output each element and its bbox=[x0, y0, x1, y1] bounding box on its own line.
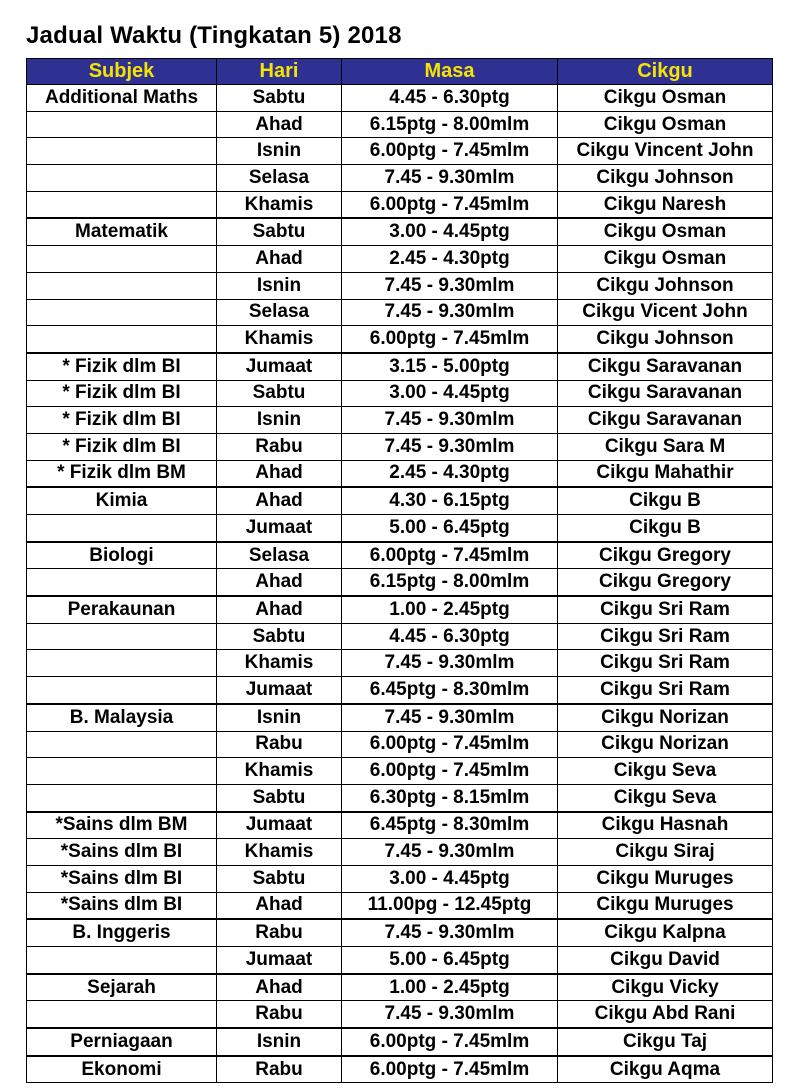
day-cell: Sabtu bbox=[217, 784, 342, 811]
time-cell: 6.00ptg - 7.45mlm bbox=[342, 1028, 558, 1056]
table-row bbox=[27, 1028, 773, 1056]
time-cell: 7.45 - 9.30mlm bbox=[342, 299, 558, 326]
table-row bbox=[27, 704, 773, 731]
table-row bbox=[27, 974, 773, 1001]
teacher-cell: Cikgu Vicky bbox=[558, 974, 773, 1001]
teacher-cell: Cikgu Sri Ram bbox=[558, 677, 773, 704]
teacher-cell: Cikgu Norizan bbox=[558, 704, 773, 731]
subject-cell bbox=[27, 326, 217, 353]
time-cell: 7.45 - 9.30mlm bbox=[342, 433, 558, 460]
timetable-body bbox=[27, 85, 773, 1083]
time-cell: 6.00ptg - 7.45mlm bbox=[342, 758, 558, 785]
teacher-cell: Cikgu Norizan bbox=[558, 731, 773, 758]
time-cell: 6.15ptg - 8.00mlm bbox=[342, 111, 558, 138]
table-row bbox=[27, 812, 773, 839]
subject-cell: Kimia bbox=[27, 487, 217, 514]
teacher-cell: Cikgu Saravanan bbox=[558, 380, 773, 407]
time-cell: 7.45 - 9.30mlm bbox=[342, 272, 558, 299]
teacher-cell: Cikgu Vicent John bbox=[558, 299, 773, 326]
subject-cell bbox=[27, 191, 217, 218]
subject-cell: B. Malaysia bbox=[27, 704, 217, 731]
subject-cell: *Sains dlm BI bbox=[27, 892, 217, 919]
table-row bbox=[27, 138, 773, 165]
time-cell: 2.45 - 4.30ptg bbox=[342, 246, 558, 273]
day-cell: Ahad bbox=[217, 569, 342, 596]
time-cell: 3.00 - 4.45ptg bbox=[342, 218, 558, 245]
teacher-cell: Cikgu Saravanan bbox=[558, 353, 773, 380]
day-cell: Jumaat bbox=[217, 812, 342, 839]
time-cell: 7.45 - 9.30mlm bbox=[342, 704, 558, 731]
day-cell: Rabu bbox=[217, 1001, 342, 1028]
subject-cell bbox=[27, 731, 217, 758]
table-row bbox=[27, 542, 773, 569]
teacher-cell: Cikgu Seva bbox=[558, 784, 773, 811]
time-cell: 6.00ptg - 7.45mlm bbox=[342, 1056, 558, 1083]
subject-cell bbox=[27, 111, 217, 138]
day-cell: Ahad bbox=[217, 596, 342, 623]
day-cell: Sabtu bbox=[217, 85, 342, 112]
subject-cell: * Fizik dlm BI bbox=[27, 353, 217, 380]
day-cell: Sabtu bbox=[217, 623, 342, 650]
teacher-cell: Cikgu Sri Ram bbox=[558, 623, 773, 650]
time-cell: 6.45ptg - 8.30mlm bbox=[342, 677, 558, 704]
table-row bbox=[27, 85, 773, 112]
table-row bbox=[27, 731, 773, 758]
teacher-cell: Cikgu Mahathir bbox=[558, 460, 773, 487]
subject-cell: * Fizik dlm BI bbox=[27, 433, 217, 460]
timetable bbox=[26, 58, 773, 1083]
table-row bbox=[27, 272, 773, 299]
table-row bbox=[27, 191, 773, 218]
teacher-cell: Cikgu Gregory bbox=[558, 569, 773, 596]
subject-cell: Additional Maths bbox=[27, 85, 217, 112]
table-row bbox=[27, 865, 773, 892]
time-cell: 6.00ptg - 7.45mlm bbox=[342, 542, 558, 569]
day-cell: Jumaat bbox=[217, 947, 342, 974]
day-cell: Rabu bbox=[217, 1056, 342, 1083]
teacher-cell: Cikgu Johnson bbox=[558, 165, 773, 192]
time-cell: 3.00 - 4.45ptg bbox=[342, 865, 558, 892]
subject-cell: *Sains dlm BM bbox=[27, 812, 217, 839]
teacher-cell: Cikgu Sara M bbox=[558, 433, 773, 460]
subject-cell bbox=[27, 515, 217, 542]
teacher-cell: Cikgu Osman bbox=[558, 85, 773, 112]
table-row bbox=[27, 380, 773, 407]
teacher-cell: Cikgu Muruges bbox=[558, 892, 773, 919]
table-row bbox=[27, 919, 773, 946]
time-cell: 6.45ptg - 8.30mlm bbox=[342, 812, 558, 839]
column-header-hari: Hari bbox=[217, 59, 342, 85]
table-row bbox=[27, 165, 773, 192]
subject-cell: * Fizik dlm BM bbox=[27, 460, 217, 487]
day-cell: Ahad bbox=[217, 487, 342, 514]
time-cell: 4.30 - 6.15ptg bbox=[342, 487, 558, 514]
table-row bbox=[27, 758, 773, 785]
table-row bbox=[27, 623, 773, 650]
subject-cell: *Sains dlm BI bbox=[27, 839, 217, 866]
column-header-subjek: Subjek bbox=[27, 59, 217, 85]
table-row bbox=[27, 596, 773, 623]
day-cell: Selasa bbox=[217, 299, 342, 326]
subject-cell bbox=[27, 623, 217, 650]
table-row bbox=[27, 111, 773, 138]
teacher-cell: Cikgu Saravanan bbox=[558, 407, 773, 434]
time-cell: 7.45 - 9.30mlm bbox=[342, 407, 558, 434]
table-row bbox=[27, 353, 773, 380]
teacher-cell: Cikgu Hasnah bbox=[558, 812, 773, 839]
column-header-cikgu: Cikgu bbox=[558, 59, 773, 85]
table-row bbox=[27, 947, 773, 974]
time-cell: 6.30ptg - 8.15mlm bbox=[342, 784, 558, 811]
time-cell: 5.00 - 6.45ptg bbox=[342, 947, 558, 974]
day-cell: Ahad bbox=[217, 111, 342, 138]
time-cell: 4.45 - 6.30ptg bbox=[342, 85, 558, 112]
table-row bbox=[27, 650, 773, 677]
teacher-cell: Cikgu Vincent John bbox=[558, 138, 773, 165]
teacher-cell: Cikgu Gregory bbox=[558, 542, 773, 569]
time-cell: 11.00pg - 12.45ptg bbox=[342, 892, 558, 919]
day-cell: Rabu bbox=[217, 433, 342, 460]
subject-cell bbox=[27, 758, 217, 785]
subject-cell: Perakaunan bbox=[27, 596, 217, 623]
time-cell: 5.00 - 6.45ptg bbox=[342, 515, 558, 542]
teacher-cell: Cikgu Sri Ram bbox=[558, 650, 773, 677]
time-cell: 7.45 - 9.30mlm bbox=[342, 165, 558, 192]
day-cell: Khamis bbox=[217, 839, 342, 866]
time-cell: 6.00ptg - 7.45mlm bbox=[342, 191, 558, 218]
teacher-cell: Cikgu Johnson bbox=[558, 272, 773, 299]
table-row bbox=[27, 569, 773, 596]
subject-cell bbox=[27, 138, 217, 165]
teacher-cell: Cikgu David bbox=[558, 947, 773, 974]
time-cell: 7.45 - 9.30mlm bbox=[342, 1001, 558, 1028]
time-cell: 6.00ptg - 7.45mlm bbox=[342, 138, 558, 165]
table-row bbox=[27, 784, 773, 811]
table-row bbox=[27, 487, 773, 514]
table-row bbox=[27, 1001, 773, 1028]
teacher-cell: Cikgu Sri Ram bbox=[558, 596, 773, 623]
teacher-cell: Cikgu Muruges bbox=[558, 865, 773, 892]
timetable-header bbox=[27, 59, 773, 85]
day-cell: Jumaat bbox=[217, 677, 342, 704]
time-cell: 7.45 - 9.30mlm bbox=[342, 650, 558, 677]
table-row bbox=[27, 218, 773, 245]
day-cell: Sabtu bbox=[217, 865, 342, 892]
day-cell: Isnin bbox=[217, 272, 342, 299]
table-row bbox=[27, 515, 773, 542]
teacher-cell: Cikgu B bbox=[558, 487, 773, 514]
table-row bbox=[27, 839, 773, 866]
day-cell: Khamis bbox=[217, 650, 342, 677]
subject-cell: *Sains dlm BI bbox=[27, 865, 217, 892]
subject-cell bbox=[27, 947, 217, 974]
day-cell: Selasa bbox=[217, 165, 342, 192]
teacher-cell: Cikgu Seva bbox=[558, 758, 773, 785]
time-cell: 6.00ptg - 7.45mlm bbox=[342, 326, 558, 353]
table-row bbox=[27, 326, 773, 353]
time-cell: 3.00 - 4.45ptg bbox=[342, 380, 558, 407]
time-cell: 3.15 - 5.00ptg bbox=[342, 353, 558, 380]
subject-cell: * Fizik dlm BI bbox=[27, 380, 217, 407]
table-row bbox=[27, 433, 773, 460]
day-cell: Khamis bbox=[217, 758, 342, 785]
subject-cell bbox=[27, 784, 217, 811]
subject-cell bbox=[27, 1001, 217, 1028]
teacher-cell: Cikgu B bbox=[558, 515, 773, 542]
time-cell: 6.00ptg - 7.45mlm bbox=[342, 731, 558, 758]
subject-cell: B. Inggeris bbox=[27, 919, 217, 946]
subject-cell bbox=[27, 272, 217, 299]
day-cell: Isnin bbox=[217, 1028, 342, 1056]
time-cell: 7.45 - 9.30mlm bbox=[342, 839, 558, 866]
teacher-cell: Cikgu Taj bbox=[558, 1028, 773, 1056]
teacher-cell: Cikgu Abd Rani bbox=[558, 1001, 773, 1028]
time-cell: 6.15ptg - 8.00mlm bbox=[342, 569, 558, 596]
subject-cell bbox=[27, 650, 217, 677]
day-cell: Ahad bbox=[217, 460, 342, 487]
teacher-cell: Cikgu Osman bbox=[558, 218, 773, 245]
table-row bbox=[27, 407, 773, 434]
subject-cell: Sejarah bbox=[27, 974, 217, 1001]
teacher-cell: Cikgu Aqma bbox=[558, 1056, 773, 1083]
time-cell: 2.45 - 4.30ptg bbox=[342, 460, 558, 487]
table-row bbox=[27, 246, 773, 273]
subject-cell: * Fizik dlm BI bbox=[27, 407, 217, 434]
table-row bbox=[27, 299, 773, 326]
table-row bbox=[27, 892, 773, 919]
header-row bbox=[27, 59, 773, 85]
day-cell: Ahad bbox=[217, 892, 342, 919]
day-cell: Isnin bbox=[217, 704, 342, 731]
subject-cell bbox=[27, 677, 217, 704]
day-cell: Ahad bbox=[217, 246, 342, 273]
day-cell: Jumaat bbox=[217, 515, 342, 542]
day-cell: Isnin bbox=[217, 138, 342, 165]
subject-cell: Matematik bbox=[27, 218, 217, 245]
day-cell: Khamis bbox=[217, 191, 342, 218]
day-cell: Sabtu bbox=[217, 218, 342, 245]
page-title: Jadual Waktu (Tingkatan 5) 2018 bbox=[26, 22, 402, 49]
day-cell: Isnin bbox=[217, 407, 342, 434]
time-cell: 4.45 - 6.30ptg bbox=[342, 623, 558, 650]
teacher-cell: Cikgu Kalpna bbox=[558, 919, 773, 946]
subject-cell bbox=[27, 569, 217, 596]
day-cell: Sabtu bbox=[217, 380, 342, 407]
day-cell: Ahad bbox=[217, 974, 342, 1001]
time-cell: 7.45 - 9.30mlm bbox=[342, 919, 558, 946]
subject-cell: Perniagaan bbox=[27, 1028, 217, 1056]
table-row bbox=[27, 1056, 773, 1083]
day-cell: Khamis bbox=[217, 326, 342, 353]
day-cell: Jumaat bbox=[217, 353, 342, 380]
time-cell: 1.00 - 2.45ptg bbox=[342, 974, 558, 1001]
table-row bbox=[27, 460, 773, 487]
teacher-cell: Cikgu Naresh bbox=[558, 191, 773, 218]
day-cell: Rabu bbox=[217, 919, 342, 946]
time-cell: 1.00 - 2.45ptg bbox=[342, 596, 558, 623]
teacher-cell: Cikgu Siraj bbox=[558, 839, 773, 866]
teacher-cell: Cikgu Johnson bbox=[558, 326, 773, 353]
subject-cell bbox=[27, 246, 217, 273]
table-row bbox=[27, 677, 773, 704]
subject-cell: Biologi bbox=[27, 542, 217, 569]
teacher-cell: Cikgu Osman bbox=[558, 111, 773, 138]
subject-cell bbox=[27, 165, 217, 192]
day-cell: Selasa bbox=[217, 542, 342, 569]
subject-cell bbox=[27, 299, 217, 326]
teacher-cell: Cikgu Osman bbox=[558, 246, 773, 273]
subject-cell: Ekonomi bbox=[27, 1056, 217, 1083]
day-cell: Rabu bbox=[217, 731, 342, 758]
column-header-masa: Masa bbox=[342, 59, 558, 85]
